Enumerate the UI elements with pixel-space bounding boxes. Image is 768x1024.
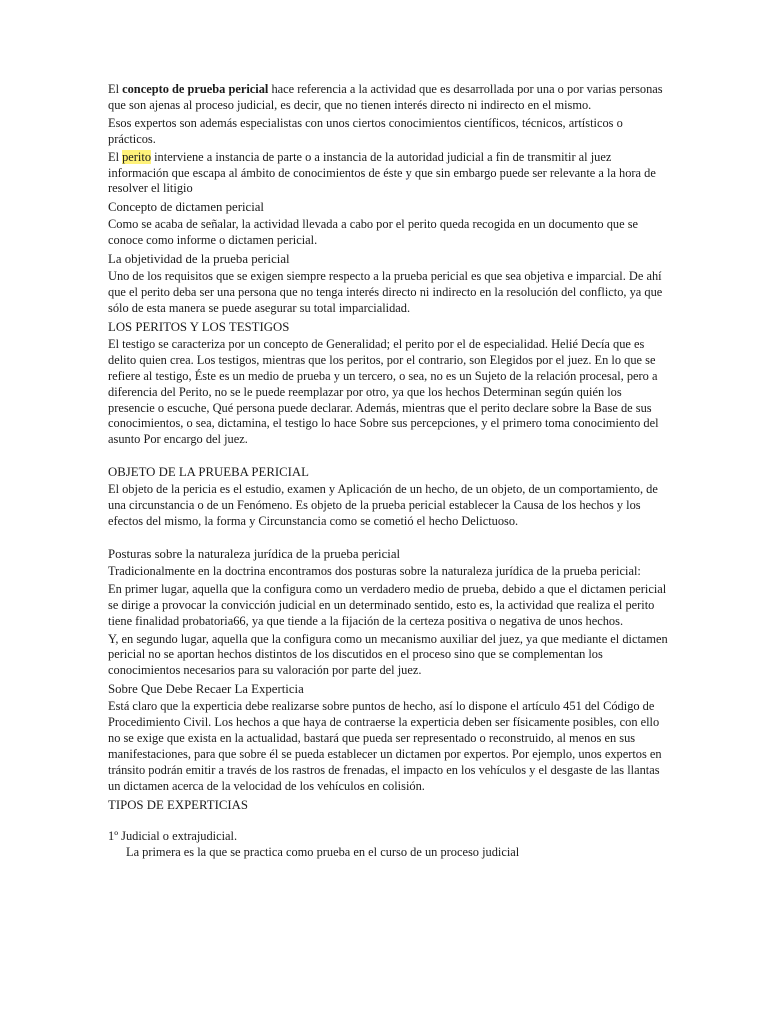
list-item-judicial-text: La primera es la que se practica como prueba en el curso de un proceso judicial <box>126 844 520 859</box>
bold-term-concepto: concepto de prueba pericial <box>122 82 269 96</box>
paragraph-posturas-intro: Tradicionalmente en la doctrina encontramos dos posturas sobre la naturaleza jurídica de la prueba pericial: <box>108 563 641 578</box>
highlighted-term-perito: perito <box>122 149 152 164</box>
heading-objeto-prueba: OBJETO DE LA PRUEBA PERICIAL <box>108 465 309 480</box>
text-run: El <box>108 149 123 164</box>
heading-peritos-testigos: LOS PERITOS Y LOS TESTIGOS <box>108 319 290 334</box>
paragraph-expertos: Esos expertos son además especialistas con unos ciertos conocimientos científicos, técnicos, artísticos o prácticos. <box>108 115 623 146</box>
heading-tipos-experticias: TIPOS DE EXPERTICIAS <box>108 797 249 812</box>
text-run: El <box>108 82 123 96</box>
paragraph-segundo-lugar: Y, en segundo lugar, aquella que la configura como un mecanismo auxiliar del juez, ya que mediante el dictamen pericial no se aportan hechos distintos de los discutidos en el proceso sino que se complementan los conocimientos necesarios para su valoración por parte del juez. <box>108 631 668 678</box>
text-run: interviene a instancia de parte o a instancia de la autoridad judicial a fin de transmitir al juez información que escapa al ámbito de conocimientos de éste y que sin embargo puede ser relevante a la hora de resolver el litigio <box>108 149 656 196</box>
heading-sobre-que-recaer: Sobre Que Debe Recaer La Experticia <box>108 682 304 697</box>
paragraph-experticia-hechos: Está claro que la experticia debe realizarse sobre puntos de hecho, así lo dispone el artículo 451 del Código de Procedimiento Civil. Los hechos a que haya de contraerse la experticia deben ser físicamente posibles, con ello no se exige que exista en la actualidad, bastará que pueda ser representado o reconstruido, al menos en sus manifestaciones, para que sobre él se pueda establecer un dictamen por expertos. Por ejemplo, unos expertos en tránsito podrán emitir a través de los rastros de frenadas, el impacto en los vehículos y el desgaste de las llantas un dictamen acerca de la velocidad de los vehículos en colisión. <box>108 699 662 793</box>
paragraph-dictamen: Como se acaba de señalar, la actividad llevada a cabo por el perito queda recogida en un documento que se conoce como informe o dictamen pericial. <box>108 217 639 248</box>
paragraph-objeto-prueba: El objeto de la pericia es el estudio, examen y Aplicación de un hecho, de un objeto, de un comportamiento, de una circunstancia o de un Fenómeno. Es objeto de la prueba pericial establecer la Causa de los hechos y los efectos del mismo, la forma y Circunstancia como se cometió el hecho Delictuoso. <box>108 482 658 529</box>
paragraph-prueba-pericial-concept <box>108 82 668 114</box>
paragraph-peritos-testigos: El testigo se caracteriza por un concepto de Generalidad; el perito por el de especialidad. Helié Decía que es delito quien crea. Los testigos, mientras que los peritos, por el contrario, son Elegidos por el juez. En lo que se refiere al testigo, Éste es un medio de prueba y un tercero, o sea, no es un Sujeto de la relación procesal, pero a diferencia del Perito, no se le puede reemplazar por otro, ya que los hechos Determinan según quién los presencie o escuche, Qué persona puede declarar. Además, mientras que el perito declare sobre la Base de sus conocimientos, o sea, dictamina, el testigo lo hace Sobre sus percepciones, y el primero toma conocimiento del asunto Por encargo del juez. <box>108 336 659 447</box>
list-item-judicial: 1º Judicial o extrajudicial. <box>108 828 238 843</box>
heading-concepto-dictamen: Concepto de dictamen pericial <box>108 200 264 215</box>
text-run: hace referencia a la actividad que es desarrollada por una o por varias personas que son ajenas al proceso judicial, es decir, que no tienen interés directo ni indirecto en el mismo. <box>108 82 663 112</box>
paragraph-perito <box>108 150 668 198</box>
paragraph-primer-lugar: En primer lugar, aquella que la configura como un verdadero medio de prueba, debido a que el dictamen pericial se dirige a provocar la convicción judicial en un determinado sentido, esto es, la actividad que realiza el perito tiene finalidad probatoria66, ya que tiende a la fijación de la certeza positiva o negativa de unos hechos. <box>108 581 667 628</box>
heading-posturas: Posturas sobre la naturaleza jurídica de la prueba pericial <box>108 546 401 561</box>
heading-objetividad: La objetividad de la prueba pericial <box>108 252 290 267</box>
paragraph-objetividad: Uno de los requisitos que se exigen siempre respecto a la prueba pericial es que sea objetiva e imparcial. De ahí que el perito deba ser una persona que no tenga interés directo ni indirecto en la resolución del conflicto, ya que sólo de esta manera se puede asegurar su total imparcialidad. <box>108 269 663 315</box>
